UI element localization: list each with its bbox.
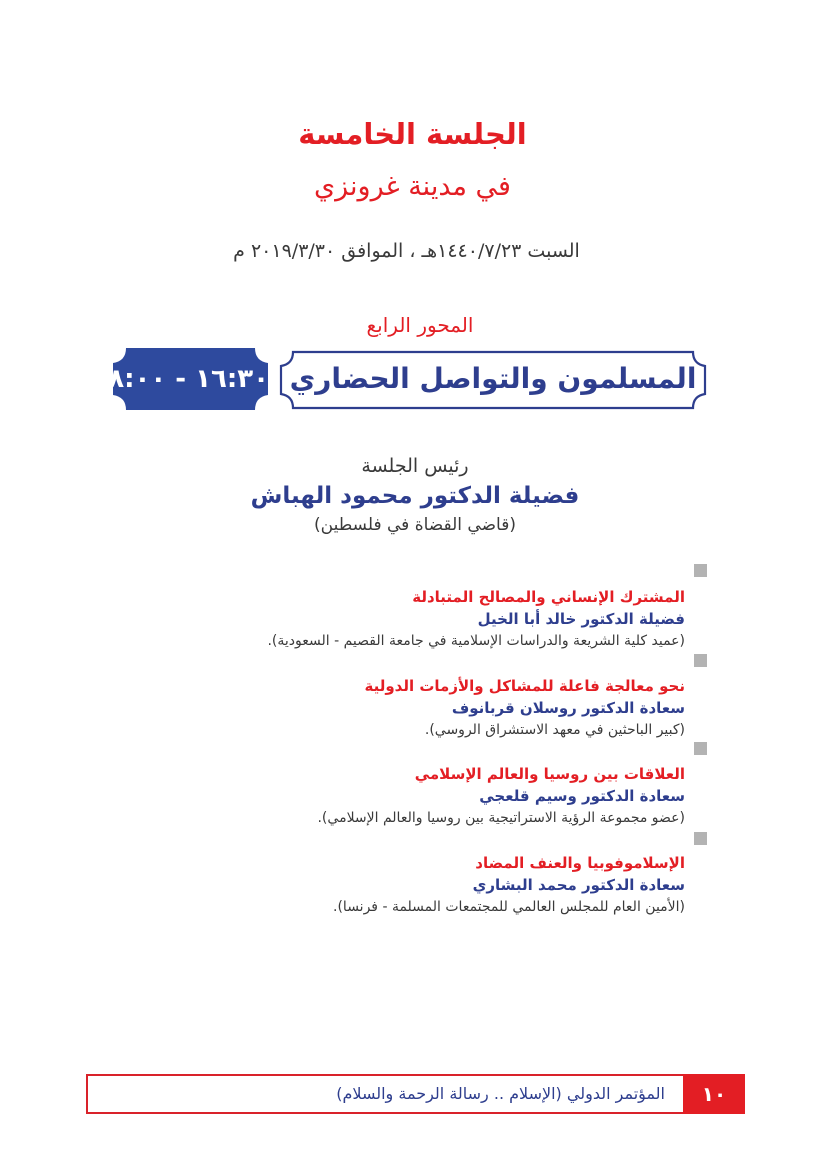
talk-item (205, 586, 685, 652)
bullet-square-icon (694, 832, 707, 845)
talk-affiliation: (عضو مجموعة الرؤية الاستراتيجية بين روسيا والعالم الإسلامي). (317, 810, 685, 826)
page-footer (86, 1074, 745, 1114)
axis-label: المحور الرابع (366, 313, 474, 337)
bullet-square-icon (694, 564, 707, 577)
chair-name: فضيلة الدكتور محمود الهباش (250, 483, 580, 509)
chair-role: (قاضي القضاة في فلسطين) (314, 515, 516, 535)
talk-title: نحو معالجة فاعلة للمشاكل والأزمات الدولية (364, 677, 685, 695)
session-title: الجلسة الخامسة (298, 117, 527, 151)
talk-title: الإسلاموفوبيا والعنف المضاد (475, 854, 685, 872)
talk-item (205, 763, 685, 829)
session-city: في مدينة غرونزي (314, 171, 511, 202)
bullet-square-icon (694, 742, 707, 755)
page-number: ١٠ (683, 1074, 745, 1114)
time-badge (92, 347, 269, 411)
talk-affiliation: (كبير الباحثين في معهد الاستشراق الروسي). (424, 722, 685, 738)
axis-title: المسلمون والتواصل الحضاري (289, 362, 697, 395)
chair-label: رئيس الجلسة (361, 455, 469, 477)
talk-item (205, 675, 685, 741)
session-date: السبت ١٤٤٠/٧/٢٣هـ ، الموافق ٢٠١٩/٣/٣٠ م (233, 240, 580, 262)
talk-speaker: فضيلة الدكتور خالد أبا الخيل (477, 610, 685, 628)
talk-speaker: سعادة الدكتور محمد البشاري (472, 876, 685, 894)
talk-title: العلاقات بين روسيا والعالم الإسلامي (414, 765, 685, 783)
talk-speaker: سعادة الدكتور روسلان قربانوف (451, 699, 685, 717)
conference-title: المؤتمر الدولي (الإسلام .. رسالة الرحمة والسلام) (336, 1084, 665, 1103)
bullet-square-icon (694, 654, 707, 667)
talk-affiliation: (عميد كلية الشريعة والدراسات الإسلامية في جامعة القصيم - السعودية). (267, 633, 685, 649)
axis-title-frame (277, 350, 709, 410)
session-time: ١٦:٣٠ - ١٨:٠٠ (92, 364, 269, 394)
talk-speaker: سعادة الدكتور وسيم قلعجي (479, 787, 685, 805)
talk-title: المشترك الإنساني والمصالح المتبادلة (412, 588, 685, 606)
talk-affiliation: (الأمين العام للمجلس العالمي للمجتمعات المسلمة - فرنسا). (333, 899, 685, 915)
talk-item (205, 852, 685, 918)
